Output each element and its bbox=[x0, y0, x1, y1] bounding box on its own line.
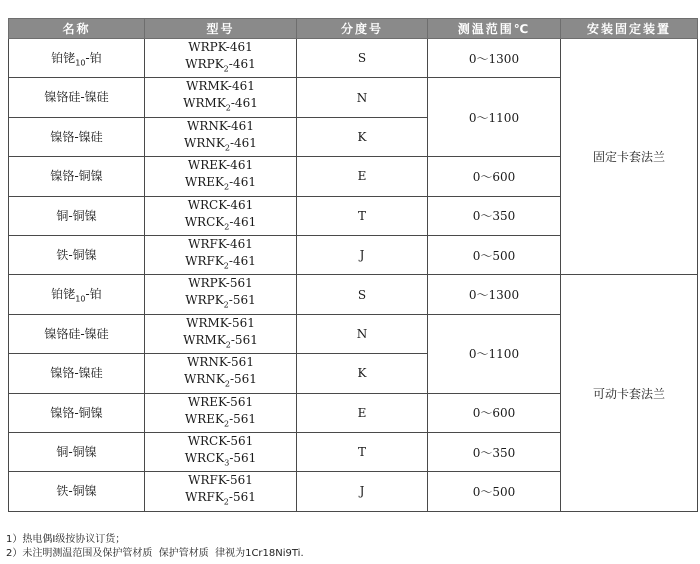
thermocouple-name bbox=[9, 196, 145, 235]
range-cell: 0～1100 bbox=[428, 78, 561, 157]
model-line-2 bbox=[145, 214, 296, 235]
model-line-2 bbox=[145, 292, 296, 313]
model-line-2 bbox=[145, 56, 296, 77]
thermocouple-name bbox=[9, 275, 145, 314]
graduation-cell: K bbox=[297, 117, 428, 156]
thermocouple-name bbox=[9, 472, 145, 511]
model-line-1: WRNK-461 bbox=[187, 118, 254, 133]
graduation-cell: S bbox=[297, 39, 428, 78]
model-prefix: WRMK bbox=[183, 96, 226, 111]
range-cell: 0～1100 bbox=[428, 314, 561, 393]
range-cell: 0～1300 bbox=[428, 39, 561, 78]
model-subscript: 2 bbox=[224, 182, 230, 192]
model-prefix: WRFK bbox=[185, 490, 224, 505]
model-line-1: WRPK-561 bbox=[188, 276, 253, 291]
model-suffix: -561 bbox=[230, 332, 258, 347]
thermocouple-name bbox=[9, 157, 145, 196]
model-line-1: WRFK-461 bbox=[188, 236, 253, 251]
model-suffix: -461 bbox=[230, 96, 258, 111]
header-mount: 安装固定装置 bbox=[561, 19, 698, 39]
graduation-cell: J bbox=[297, 235, 428, 274]
model-cell bbox=[145, 472, 297, 511]
thermocouple-spec-table bbox=[8, 18, 698, 512]
name-text: 镍铬-铜镍 bbox=[50, 405, 103, 420]
header-row bbox=[9, 19, 698, 39]
graduation-cell: N bbox=[297, 314, 428, 353]
header-name: 名称 bbox=[9, 19, 145, 39]
model-suffix: -461 bbox=[229, 135, 257, 150]
model-line-1: WRNK-561 bbox=[187, 355, 254, 370]
name-text: 镍铬-镍硅 bbox=[50, 366, 103, 381]
graduation-cell: N bbox=[297, 78, 428, 117]
thermocouple-name bbox=[9, 39, 145, 78]
name-text: 铂铑 bbox=[51, 287, 76, 302]
graduation-cell: J bbox=[297, 472, 428, 511]
model-line-1: WRPK-461 bbox=[188, 40, 253, 54]
model-subscript: 2 bbox=[224, 221, 230, 231]
thermocouple-name bbox=[9, 117, 145, 156]
graduation-cell: S bbox=[297, 275, 428, 314]
model-line-1: WREK-461 bbox=[187, 158, 254, 173]
name-text: 铂铑 bbox=[51, 51, 76, 65]
thermocouple-name bbox=[9, 393, 145, 432]
range-cell: 0～500 bbox=[428, 235, 561, 274]
model-suffix: -561 bbox=[229, 450, 257, 465]
model-line-2 bbox=[145, 95, 296, 116]
model-subscript: 2 bbox=[225, 340, 231, 350]
table-row bbox=[9, 275, 698, 314]
model-cell bbox=[145, 432, 297, 471]
footnote: 1）热电偶Ⅰ级按协议订货； bbox=[6, 534, 126, 545]
name-subscript: 10 bbox=[75, 58, 86, 68]
model-line-2 bbox=[145, 174, 296, 195]
model-prefix: WRNK bbox=[184, 135, 225, 150]
model-suffix: -461 bbox=[229, 175, 257, 190]
name-text: 镍铬硅-镍硅 bbox=[44, 90, 109, 105]
thermocouple-name bbox=[9, 235, 145, 274]
model-prefix: WRMK bbox=[183, 332, 226, 347]
model-prefix: WRCK bbox=[184, 214, 225, 229]
model-subscript: 2 bbox=[223, 64, 229, 74]
model-subscript: 2 bbox=[223, 300, 229, 310]
model-line-2 bbox=[145, 332, 296, 353]
range-cell: 0～500 bbox=[428, 472, 561, 511]
model-subscript: 2 bbox=[224, 143, 230, 153]
footnote: 2）未注明测温范围及保护管材质 保护管材质 律视为1Cr18Ni9Ti. bbox=[6, 548, 304, 559]
model-prefix: WRPK bbox=[185, 57, 224, 71]
model-subscript: 2 bbox=[224, 379, 230, 389]
model-line-2 bbox=[145, 253, 296, 274]
thermocouple-name bbox=[9, 314, 145, 353]
model-subscript: 3 bbox=[224, 458, 230, 468]
name-suffix: -铂 bbox=[85, 51, 102, 65]
model-line-1: WRMK-561 bbox=[186, 315, 255, 330]
name-suffix: -铂 bbox=[85, 287, 102, 302]
name-text: 镍铬硅-镍硅 bbox=[44, 326, 109, 341]
name-text: 铁-铜镍 bbox=[56, 247, 97, 262]
model-line-1: WRCK-461 bbox=[187, 197, 254, 212]
model-subscript: 2 bbox=[223, 261, 229, 271]
header-model: 型号 bbox=[145, 19, 297, 39]
model-suffix: -561 bbox=[229, 411, 257, 426]
model-prefix: WREK bbox=[184, 175, 225, 190]
model-cell bbox=[145, 275, 297, 314]
model-subscript: 2 bbox=[225, 103, 231, 113]
range-cell: 0～350 bbox=[428, 196, 561, 235]
model-line-1: WRMK-461 bbox=[186, 79, 255, 94]
model-line-1: WREK-561 bbox=[187, 394, 254, 409]
model-cell bbox=[145, 117, 297, 156]
model-suffix: -561 bbox=[228, 490, 256, 505]
header-graduation: 分度号 bbox=[297, 19, 428, 39]
thermocouple-name bbox=[9, 354, 145, 393]
name-text: 铜-铜镍 bbox=[56, 444, 97, 459]
model-suffix: -561 bbox=[229, 372, 257, 387]
model-cell bbox=[145, 393, 297, 432]
model-cell bbox=[145, 314, 297, 353]
graduation-cell: E bbox=[297, 393, 428, 432]
model-cell bbox=[145, 39, 297, 78]
thermocouple-name bbox=[9, 78, 145, 117]
table-row bbox=[9, 39, 698, 78]
range-cell: 0～350 bbox=[428, 432, 561, 471]
footnotes bbox=[6, 533, 304, 561]
graduation-cell: K bbox=[297, 354, 428, 393]
model-line-2 bbox=[145, 411, 296, 432]
model-prefix: WRPK bbox=[185, 293, 224, 308]
thermocouple-name bbox=[9, 432, 145, 471]
model-line-2 bbox=[145, 135, 296, 156]
model-suffix: -461 bbox=[228, 57, 256, 71]
mount-cell: 可动卡套法兰 bbox=[561, 275, 698, 511]
range-cell: 0～1300 bbox=[428, 275, 561, 314]
name-text: 铁-铜镍 bbox=[56, 484, 97, 499]
model-cell bbox=[145, 354, 297, 393]
model-prefix: WRNK bbox=[184, 372, 225, 387]
range-cell: 0～600 bbox=[428, 157, 561, 196]
model-line-2 bbox=[145, 489, 296, 510]
model-prefix: WRFK bbox=[185, 253, 224, 268]
range-cell: 0～600 bbox=[428, 393, 561, 432]
model-subscript: 2 bbox=[223, 497, 229, 507]
model-prefix: WREK bbox=[184, 411, 225, 426]
model-cell bbox=[145, 235, 297, 274]
name-text: 铜-铜镍 bbox=[56, 208, 97, 223]
model-cell bbox=[145, 78, 297, 117]
model-subscript: 2 bbox=[224, 418, 230, 428]
graduation-cell: T bbox=[297, 432, 428, 471]
model-line-2 bbox=[145, 371, 296, 392]
mount-cell: 固定卡套法兰 bbox=[561, 39, 698, 275]
model-prefix: WRCK bbox=[184, 450, 225, 465]
name-subscript: 10 bbox=[75, 294, 86, 304]
model-line-2 bbox=[145, 450, 296, 471]
name-text: 镍铬-铜镍 bbox=[50, 169, 103, 184]
model-cell bbox=[145, 196, 297, 235]
graduation-cell: T bbox=[297, 196, 428, 235]
model-line-1: WRFK-561 bbox=[188, 473, 253, 488]
model-suffix: -561 bbox=[228, 293, 256, 308]
model-line-1: WRCK-561 bbox=[187, 433, 254, 448]
header-range: 测温范围℃ bbox=[428, 19, 561, 39]
model-cell bbox=[145, 157, 297, 196]
name-text: 镍铬-镍硅 bbox=[50, 129, 103, 144]
model-suffix: -461 bbox=[229, 214, 257, 229]
graduation-cell: E bbox=[297, 157, 428, 196]
model-suffix: -461 bbox=[228, 253, 256, 268]
